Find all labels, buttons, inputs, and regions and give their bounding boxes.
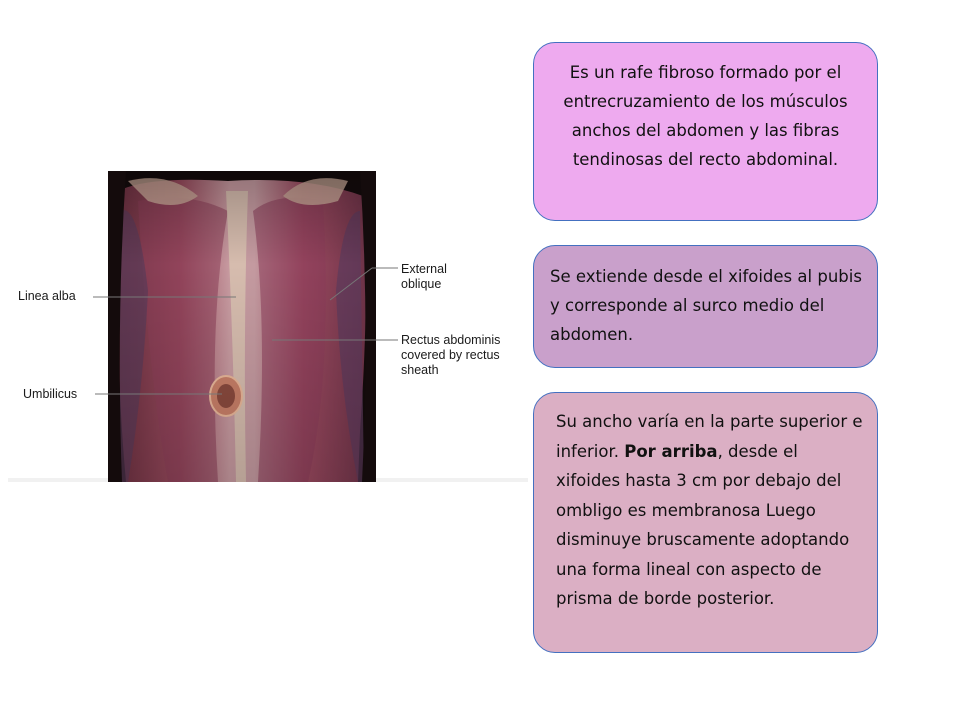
width-intro: Su ancho varía en la parte superior e inferior. xyxy=(556,412,863,461)
leader-lines xyxy=(0,160,540,500)
width-emphasis: Por arriba xyxy=(624,441,718,461)
extent-text: Se extiende desde el xifoides al pubis y corresponde al surco medio del abdomen. xyxy=(550,267,862,344)
label-linea-alba: Linea alba xyxy=(18,289,76,303)
label-rectus-abdominis: Rectus abdominis covered by rectus sheath xyxy=(401,333,501,377)
label-external-oblique: External oblique xyxy=(401,262,447,291)
width-text xyxy=(556,407,863,614)
width-box xyxy=(533,392,878,653)
anatomy-figure xyxy=(0,160,540,500)
extent-box xyxy=(533,245,878,368)
definition-text: Es un rafe fibroso formado por el entrecruzamiento de los músculos anchos del abdomen y las fibras tendinosas del recto abdominal. xyxy=(563,63,848,169)
label-umbilicus: Umbilicus xyxy=(23,387,78,401)
definition-box xyxy=(533,42,878,221)
width-rest: , desde el xifoides hasta 3 cm por debajo del ombligo es membranosa Luego disminuye bruscamente adoptando una forma lineal con aspecto de prisma de borde posterior. xyxy=(556,441,850,608)
